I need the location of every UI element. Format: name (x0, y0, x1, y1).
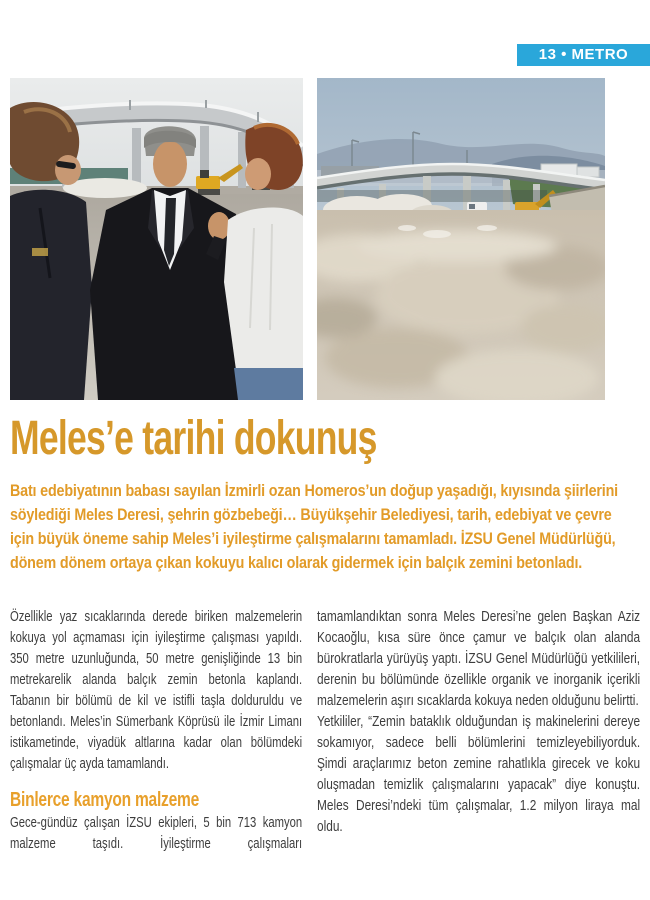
body-column-right (317, 607, 640, 838)
article-standfirst: Batı edebiyatının babası sayılan İzmirli ozan Homeros’un doğup yaşadığı, kıyısında şiirlerini söylediği Meles Deresi, şehrin gözbebeği… Büyükşehir Belediyesi, tarih, edebiyat ve çevre için büyük öneme sahip Meles’i iyileştirme çalışmalarını tamamladı. İZSU Genel Müdürlüğü, dönem dönem ortaya çıkan kokuyu kalıcı olarak gidermek için balçık zemini betonladı. (10, 481, 618, 572)
section-subhead: Binlerce kamyon malzeme (10, 789, 199, 811)
photo-riverbed-graphic (317, 78, 605, 400)
photo-meles-riverbed (317, 78, 605, 400)
photo-officials-graphic (10, 78, 303, 400)
photo-officials-at-site (10, 78, 303, 400)
left-paragraph-2: Gece-gündüz çalışan İZSU ekipleri, 5 bin 713 kamyon malzeme taşıdı. İyileştirme çalışmaları (10, 815, 303, 852)
mud-blotches (317, 230, 605, 400)
right-paragraph-1: tamamlandıktan sonra Meles Deresi’ne gelen Başkan Aziz Kocaoğlu, kısa süre önce çamur ve balçık olan alanda bürokratlarla yürüyüş yaptı. İZSU Genel Müdürlüğü yetkilileri, derenin bu bölümünde özellikle organik ve inorganik içerikli malzemelerin aşırı sıcaklarda kokuya neden olduğunu belirtti. (317, 609, 641, 709)
page-number-badge: 13 • METRO (517, 44, 650, 66)
left-paragraph-1: Özellikle yaz sıcaklarında derede biriken malzemelerin kokuya yol açmaması için iyileştirme çalışması yapıldı. 350 metre uzunluğunda, 50 metre genişliğinde 13 bin metrekarelik alanda balçık zemin betonla kaplandı. Tabanın bir bölümü de kil ve istifli taşla dolduruldu ve betonlandı. Meles’in Sümerbank Köprüsü ile İzmir Limanı istikametinde, viyadük altlarına kadar olan bölümdeki çalışmalar üç ayda tamamlandı. (10, 609, 303, 772)
right-paragraph-2: Yetkililer, “Zemin bataklık olduğundan iş makinelerini dereye sokamıyor, sadece belli bölümlerini temizleyebiliyorduk. Şimdi araçlarımız beton zemine rahatlıkla girecek ve koku oluşmadan temizlik çalışmalarını yapacak” diye konuştu. Meles Deresi’ndeki tüm çalışmalar, 1.2 milyon liraya mal oldu. (317, 714, 641, 835)
body-column-left (10, 607, 302, 855)
article-headline: Meles’e tarihi dokunuş (10, 412, 377, 465)
